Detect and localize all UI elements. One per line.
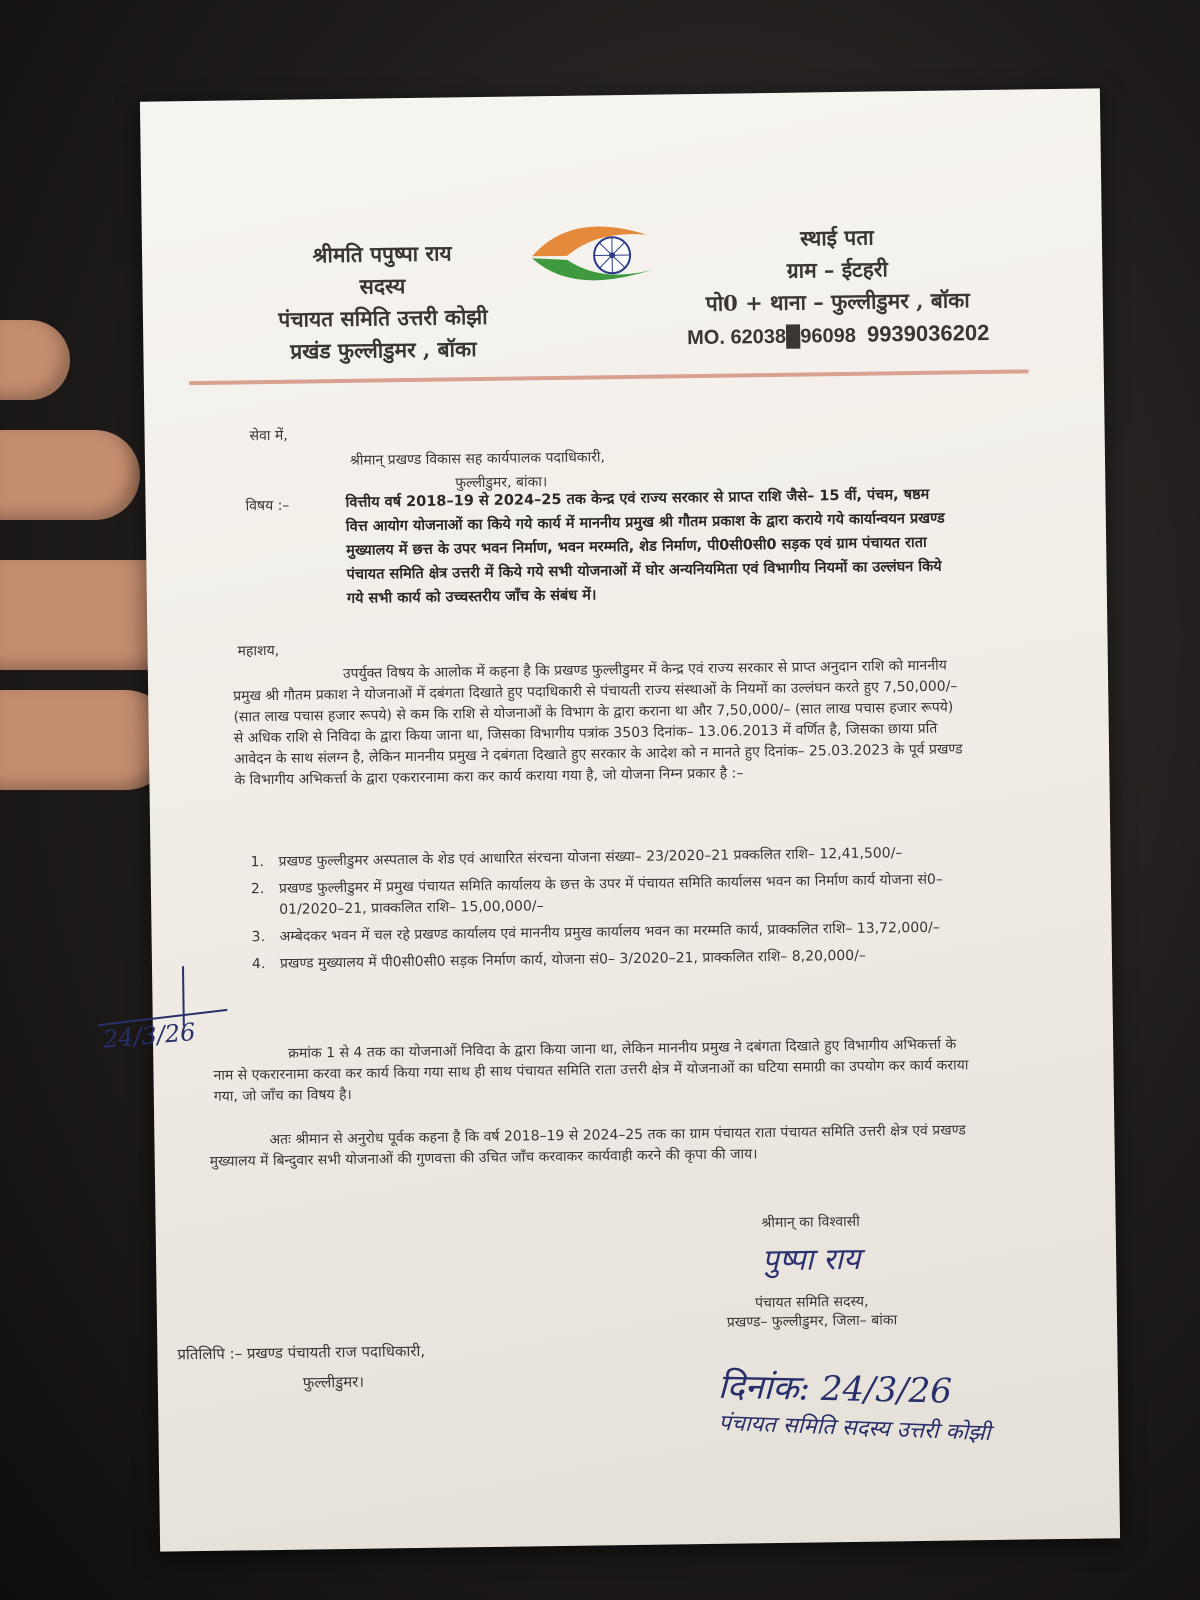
hand-finger xyxy=(0,430,140,520)
sender-designation: सदस्य xyxy=(359,273,406,299)
letterhead-right xyxy=(642,219,1034,350)
signature-block xyxy=(701,1211,923,1332)
sender-body: पंचायत समिति उत्तरी कोझी xyxy=(278,303,488,332)
handwritten-date: दिनांक: 24/3/26 xyxy=(717,1366,953,1412)
letter-page xyxy=(101,88,1120,1551)
letterhead-divider xyxy=(189,369,1029,385)
paragraph-tender: क्रमांक 1 से 4 तक का योजनाओं निविदा के द्वारा किया जाना था, लेकिन माननीय प्रमुख ने दबंगता दिखाते हुए विभागीय अभिकर्त्ता के नाम से एकरारनामा करवा कर कार्य किया गया साथ ही साथ पंचायत समिति राता उत्तरी क्षेत्र में योजनाओं का घटिया समाग्री का उपयोग कर कार्य कराया गया, जो जाँच का विषय है। xyxy=(213,1036,969,1105)
mobile-prefix: MO. 62038 xyxy=(686,325,787,350)
list-item: 4. प्रखण्ड मुख्यालय में पी0सी0सी0 सड़क निर्माण कार्य, योजना सं0– 3/2020–21, प्राक्कलित राशि– 8,20,000/– xyxy=(251,947,866,973)
recipient-line2: फुल्लीडुमर, बांका। xyxy=(455,474,548,492)
list-item: 3. अम्बेदकर भवन में चल रहे प्रखण्ड कार्यालय एवं माननीय प्रमुख कार्यालय भवन का मरम्मति कार्य, प्राक्कलित राशि– 13,72,000/– xyxy=(251,919,940,946)
signer-designation: पंचायत समिति सदस्य, xyxy=(754,1293,869,1312)
address-heading: स्थाई पता xyxy=(799,224,874,251)
mobile-numbers xyxy=(643,319,1033,350)
handwritten-margin-date: 24/3/26 xyxy=(101,1017,197,1054)
recipient-line1: श्रीमान् प्रखण्ड विकास सह कार्यपालक पदाधिकारी, xyxy=(349,449,606,469)
handwritten-title: पंचायत समिति सदस्य उत्तरी कोझी xyxy=(718,1410,991,1447)
copy-line2: फुल्लीडुमर। xyxy=(302,1372,365,1392)
list-item: 2. प्रखण्ड फुल्लीडुमर में प्रमुख पंचायत समिति कार्यालय के छत्त के उपर में पंचायत समिति कार्यालस भवन का निर्माण कार्य योजना सं0– 01/2020–21, प्राक्कलित राशि– 15,00,000/– xyxy=(250,871,944,918)
sender-block: प्रखंड फुल्लीडुमर , बॉका xyxy=(290,336,477,364)
address-village: ग्राम – ईटहरी xyxy=(786,256,889,283)
mobile-alt: 9939036202 xyxy=(866,319,990,347)
address-post: पो0 + थाना – फुल्लीडुमर , बॉका xyxy=(705,287,970,316)
subject-label: विषय :– xyxy=(245,497,290,515)
copy-line1: प्रतिलिपि :– प्रखण्ड पंचायती राज पदाधिकारी, xyxy=(177,1341,426,1364)
seva-me: सेवा में, xyxy=(249,427,288,445)
subject-text: वित्तीय वर्ष 2018–19 से 2024–25 तक केन्द्र एवं राज्य सरकार से प्राप्त राशि जैसे– 15 वीं, पंचम, षष्ठम वित्त आयोग योजनाओं का किये गये कार्य में माननीय प्रमुख श्री गौतम प्रकाश के द्वारा कराये गये कार्यान्वयन प्रखण्ड मुख्यालय में छत्त के उपर भवन निर्माण, भवन मरम्मति, शेड निर्माण, पी0सी0सी0 सड़क एवं ग्राम पंचायत राता पंचायत समिति क्षेत्र उत्तरी में किये गये सभी योजनाओं में घोर अन्यनियमिता एवं विभागीय नियमों का उल्लंघन किये गये सभी कार्य को उच्चस्तरीय जाँच के संबंध में। xyxy=(345,486,945,607)
signature: पुष्पा राय xyxy=(761,1241,861,1279)
closing: श्रीमान् का विश्वासी xyxy=(761,1213,860,1232)
letterhead-left xyxy=(237,236,529,368)
mobile-masked: █96098 xyxy=(785,324,857,348)
scheme-list xyxy=(250,843,952,982)
salutation: महाशय, xyxy=(237,642,280,660)
paragraph-request: अतः श्रीमान से अनुरोध पूर्वक कहना है कि वर्ष 2018–19 से 2024–25 तक का ग्राम पंचायत राता पंचायत समिति उत्तरी क्षेत्र एवं प्रखण्ड मुख्यालय में बिन्दुवार सभी योजनाओं की गुणवत्ता की उचित जाँच करवाकर कार्यवाही करने की कृपा की जाय। xyxy=(209,1122,966,1170)
signer-location: प्रखण्ड– फुल्लीडुमर, जिला– बांका xyxy=(726,1312,898,1331)
copy-to xyxy=(177,1336,425,1399)
paragraph-main: उपर्युक्त विषय के आलोक में कहना है कि प्रखण्ड फुल्लीडुमर में केन्द्र एवं राज्य सरकार से प्राप्त अनुदान राशि को माननीय प्रमुख श्री गौतम प्रकाश ने योजनाओं में दबंगता दिखाते हुए पदाधिकारी से पंचायती राज्य संस्थाओं के नियमों का उल्लंघन करते हुए 7,50,000/– (सात लाख पचास हजार रूपये) से कम कि राशि से योजनाओं के विभाग के द्वारा कराना था और 7,50,000/– (सात लाख पचास हजार रूपये) से अधिक राशि से निविदा के द्वारा किया जाना था, जिसका विभागीय पत्रांक 3503 दिनांक– 13.06.2013 में वर्णित है, जिसका छाया प्रति आवेदन के साथ संलग्न है, लेकिन माननीय प्रमुख ने दबंगता दिखाते हुए सरकार के आदेश को न मानते हुए दिनांक– 25.03.2023 के पूर्व प्रखण्ड के विभागीय अभिकर्त्ता के द्वारा एकरारनामा करा कर कार्य कराया गया है, जो योजना निम्न प्रकार है :– xyxy=(233,657,963,789)
sender-name: श्रीमति पपुष्पा राय xyxy=(312,240,452,268)
list-item: 1. प्रखण्ड फुल्लीडुमर अस्पताल के शेड एवं आधारित संरचना योजना संख्या– 23/2020–21 प्रक्कलित राशि– 12,41,500/– xyxy=(250,845,903,871)
tricolor-emblem-icon xyxy=(527,215,658,297)
hand-finger xyxy=(0,320,70,400)
